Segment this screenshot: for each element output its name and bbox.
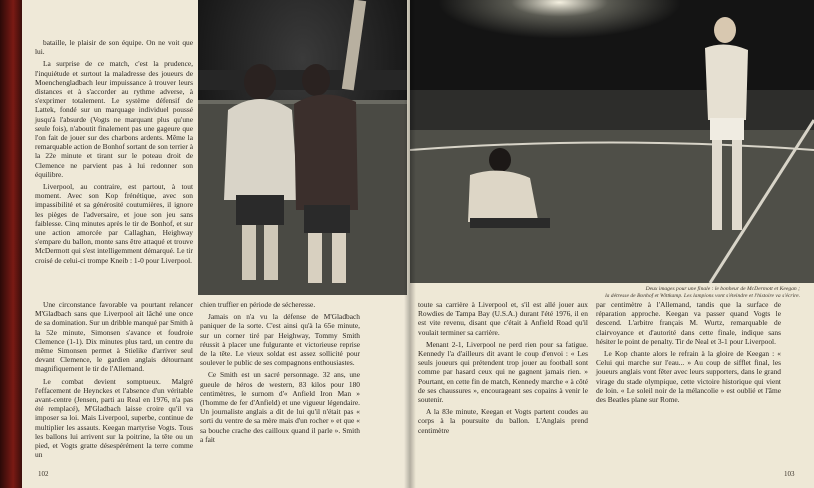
paragraph: Une circonstance favorable va pourtant relancer M'Gladbach sans que Liverpool ait lâché une once de sa domination. Sur un dribble manqué par Smith à la 52e minute, Simonsen s'avance et foudroie Clemence (1-1). Dix minutes plus tard, un centre du même Simonsen permet à Stielike d'arriver seul devant Clemence, le gardien anglais détournant magnifiquement le tir de l'Allemand. xyxy=(35,300,193,374)
paragraph: Liverpool, au contraire, est partout, à tout moment. Avec son Kop frénétique, avec son impassibilité et sa générosité coutumières, il ignore les pièges de l'adversaire, et joue son jeu sans faiblesse. Cinq minutes après le tir de Bonhof, et sur une action amorcée par Callaghan, Heighway s'empare du ballon, monte sans être attaqué et trouve McDermott qui s'est intelligemment démarqué. Le tir croisé de celui-ci trompe Kneib : 1-0 pour Liverpool. xyxy=(35,182,193,265)
left-text-column-3 xyxy=(200,300,360,447)
red-page-edge xyxy=(0,0,22,488)
photo-caption xyxy=(500,286,800,300)
celebration-photo-graphic xyxy=(198,0,407,295)
paragraph: Menant 2-1, Liverpool ne perd rien pour sa fatigue. Kennedy l'a d'ailleurs dit avant le coup d'envoi : « Les seuls joueurs qui prétendent trop jouer au football sont comme par hasard ceux qui ne gagnent jamais rien. » Pourtant, en cette fin de match, Kennedy marche « à côté de ses chaussures », encourageant ses copains à venir le soutenir. xyxy=(418,339,588,405)
paragraph: La surprise de ce match, c'est la prudence, l'inquiétude et surtout la maladresse des joueurs de Moenchengladbach leur impuissance à trouver leurs distances et à s'accorder au rythme adverse, à s'exprimer totalement. Le système défensif de Lattek, fondé sur un marquage individuel poussé jusqu'à l'absurde (Vogts ne marquant plus qu'une seule fois), n'aboutit finalement pas une gageure que l'on fait de jouer sur des charbons ardents. Même la remarquable action de Bonhof sortant de son terrier à la 22e minute et tirant sur le poteau droit de Clemence ne parvient pas à lui redonner son équilibre. xyxy=(35,59,193,179)
right-text-column-2 xyxy=(596,300,781,407)
right-text-column-1 xyxy=(418,300,588,438)
caption-line: Deux images pour une finale : le bonheur de McDermott et Keegan ; xyxy=(645,286,800,292)
caption-line: la détresse de Bonhof et Wittkamp. Les lampions vont s'éteindre et l'histoire va s'écrire. xyxy=(605,292,800,299)
paragraph: par centimètre à l'Allemand, tandis que la surface de réparation approche. Keegan va passer quand Vogts le descend. L'arbitre français M. Wurtz, remarquable de clairvoyance et d'autorité dans cette finale, indique sans hésiter le point de penalty. Tir de Neal et 3-1 pour Liverpool. xyxy=(596,300,781,346)
celebration-photo xyxy=(198,0,407,295)
paragraph: toute sa carrière à Liverpool et, s'il est allé jouer aux Rowdies de Tampa Bay (U.S.A.) durant l'été 1976, il en est vite revenu, disant que c'était à Anfield Road qu'il voulait terminer sa carrière. xyxy=(418,300,588,337)
paragraph: Le Kop chante alors le refrain à la gloire de Keegan : « Celui qui marche sur l'eau... » Au coup de sifflet final, les joueurs anglais vont fêter avec leurs supporters, dans le grand virage du stade olympique, cette victoire historique qui vient de loin. « Le soleil noir de la mélancolie » est oublié et l'âme des Beatles plane sur Rome. xyxy=(596,349,781,405)
left-text-column-2 xyxy=(35,300,193,462)
paragraph: A la 83e minute, Keegan et Vogts partent coudes au corps à la poursuite du ballon. L'Anglais prend centimètre xyxy=(418,407,588,435)
dejection-photo xyxy=(410,0,814,283)
page-number-left: 102 xyxy=(38,470,49,478)
left-text-column-1 xyxy=(35,38,193,268)
page-number-right: 103 xyxy=(784,470,795,478)
paragraph: bataille, le plaisir de son équipe. On ne voit que lui. xyxy=(35,38,193,57)
paragraph: Jamais on n'a vu la défense de M'Gladbach paniquer de la sorte. C'est ainsi qu'à la 65e minute, sur un corner tiré par Heighway, Tommy Smith réussit à placer une fulgurante et victorieuse reprise de la tête. Le vieux soldat est assez sollicité pour soulever le public de ses compagnons enthousiastes. xyxy=(200,312,360,368)
dejection-photo-graphic xyxy=(410,0,814,283)
paragraph: Le combat devient somptueux. Malgré l'effacement de Heynckes et l'absence d'un véritable avant-centre (Jensen, parti au Real en 1976, n'a pas été remplacé), M'Gladbach laisse croire qu'il va imposer sa loi. Mais Liverpool, superbe, continue de multiplier les assauts. Keegan martyrise Vogts. Tous les ballons lui arrivent sur la poitrine, la tête ou un pied, et Vogts gratte désespérément la terre comme un xyxy=(35,376,193,460)
paragraph: chien truffier en période de sécheresse. xyxy=(200,300,316,309)
paragraph: Ce Smith est un sacré personnage. 32 ans, une gueule de héros de western, 83 kilos pour 180 centimètres, le surnom d'« Anfield Iron Man » (l'homme de fer d'Anfield) et une vigueur légendaire. Un journaliste anglais a dit de lui qu'il n'était pas « sorti du ventre de sa mère mais d'un rocher » et que « sa bouche crache des cailloux quand il parle ». Smith a fait xyxy=(200,370,360,444)
page-gutter xyxy=(404,0,416,488)
